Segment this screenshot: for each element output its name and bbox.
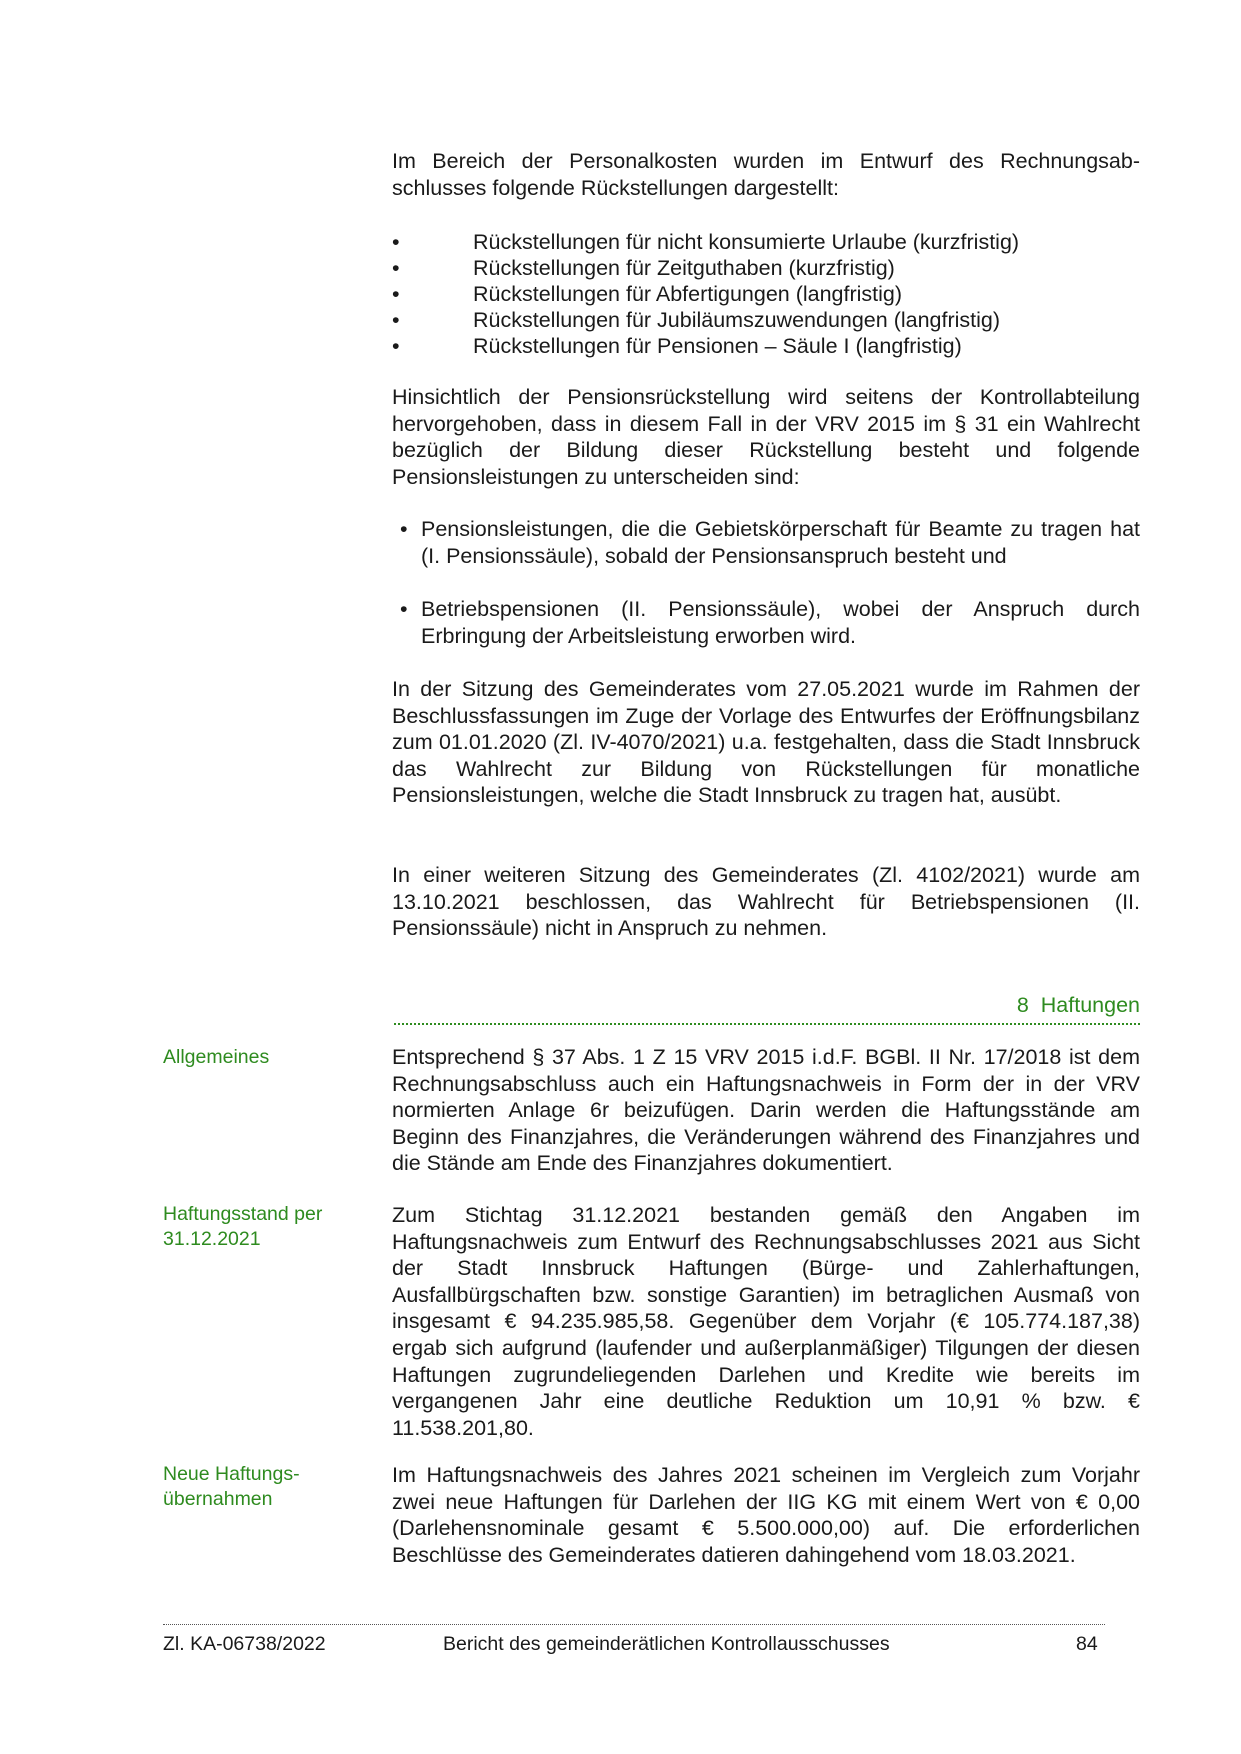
footer-reference: Zl. KA-06738/2022: [163, 1633, 326, 1655]
intro-paragraph: Im Bereich der Personalkosten wurden im Entwurf des Rechnungsabschlusses folgende Rückstellungen dargestellt:: [392, 149, 1140, 200]
section-number: 8: [1016, 993, 1029, 1017]
bullet-icon: •: [392, 308, 400, 332]
haftungsstand-paragraph: Zum Stichtag 31.12.2021 bestanden gemäß den Angaben im Haftungsnachweis zum Entwurf des Rechnungsabschlusses 2021 aus Sicht der Stadt Innsbruck Haftungen (Bürge- und Zahlerhaftungen, Ausfallbürgschaften bzw. sonstige Garantien) im betraglichen Ausmaß von insgesamt € 94.235.985,58. Gegenüber dem Vorjahr (€ 105.774.187,38) ergab sich aufgrund (laufender und außerplanmäßiger) Tilgungen der diesen Haftungen zugrundeliegenden Darlehen und Kredite wie bereits im vergangenen Jahr eine deutliche Reduktion um 10,91 % bzw. € 11.538.201,80.: [392, 1203, 1140, 1440]
list-item: • Betriebspensionen (II. Pensionssäule), wobei der Anspruch durch Erbringung der Arbeitsleistung erworben wird.: [400, 597, 1140, 648]
margin-label-haftungsstand: Haftungsstand per 31.12.2021: [163, 1203, 323, 1250]
list-item: • Pensionsleistungen, die die Gebietskörperschaft für Beamte zu tragen hat (I. Pensionssäule), sobald der Pensionsanspruch besteht und: [400, 517, 1140, 568]
bullet-icon: •: [392, 282, 400, 306]
section-heading: [392, 992, 1140, 1018]
footer-report-title: Bericht des gemeinderätlichen Kontrollausschusses: [443, 1633, 890, 1655]
council-paragraph-2: In einer weiteren Sitzung des Gemeinderates (Zl. 4102/2021) wurde am 13.10.2021 beschlossen, das Wahlrecht für Betriebspensionen (II. Pensionssäule) nicht in Anspruch zu nehmen.: [392, 863, 1140, 941]
margin-label-neue-haftungen: Neue Haftungs- übernahmen: [163, 1463, 300, 1510]
bullet-icon: •: [400, 597, 408, 621]
page-number: 84: [1076, 1633, 1098, 1655]
bullet-icon: •: [400, 517, 408, 541]
section-divider: [394, 1023, 1140, 1025]
section-title: Haftungen: [1040, 993, 1140, 1017]
pension-paragraph: Hinsichtlich der Pensionsrückstellung wird seitens der Kontrollabteilung hervorgehoben, dass in diesem Fall in der VRV 2015 im § 31 ein Wahlrecht bezüglich der Bildung dieser Rückstellung besteht und folgende Pensionsleistungen zu unterscheiden sind:: [392, 385, 1140, 489]
bullet-icon: •: [392, 230, 400, 254]
bullet-icon: •: [392, 334, 400, 358]
margin-label-allgemeines: Allgemeines: [163, 1046, 270, 1068]
footer-divider: [163, 1624, 1105, 1625]
bullet-icon: •: [392, 256, 400, 280]
neue-haftungen-paragraph: Im Haftungsnachweis des Jahres 2021 scheinen im Vergleich zum Vorjahr zwei neue Haftungen für Darlehen der IIG KG mit einem Wert von € 0,00 (Darlehensnominale gesamt € 5.500.000,00) auf. Die erforderlichen Beschlüsse des Gemeinderates datieren dahingehend vom 18.03.2021.: [392, 1463, 1140, 1567]
council-paragraph-1: In der Sitzung des Gemeinderates vom 27.05.2021 wurde im Rahmen der Beschlussfassungen im Zuge der Vorlage des Entwurfes der Eröffnungsbilanz zum 01.01.2020 (Zl. IV-4070/2021) u.a. festgehalten, dass die Stadt Innsbruck das Wahlrecht zur Bildung von Rückstellungen für monatliche Pensionsleistungen, welche die Stadt Innsbruck zu tragen hat, ausübt.: [392, 677, 1140, 808]
allgemeines-paragraph: Entsprechend § 37 Abs. 1 Z 15 VRV 2015 i.d.F. BGBl. II Nr. 17/2018 ist dem Rechnungsabschluss auch ein Haftungsnachweis in Form der in der VRV normierten Anlage 6r beizufügen. Darin werden die Haftungsstände am Beginn des Finanzjahres, die Veränderungen während des Finanzjahres und die Stände am Ende des Finanzjahres dokumentiert.: [392, 1045, 1140, 1176]
